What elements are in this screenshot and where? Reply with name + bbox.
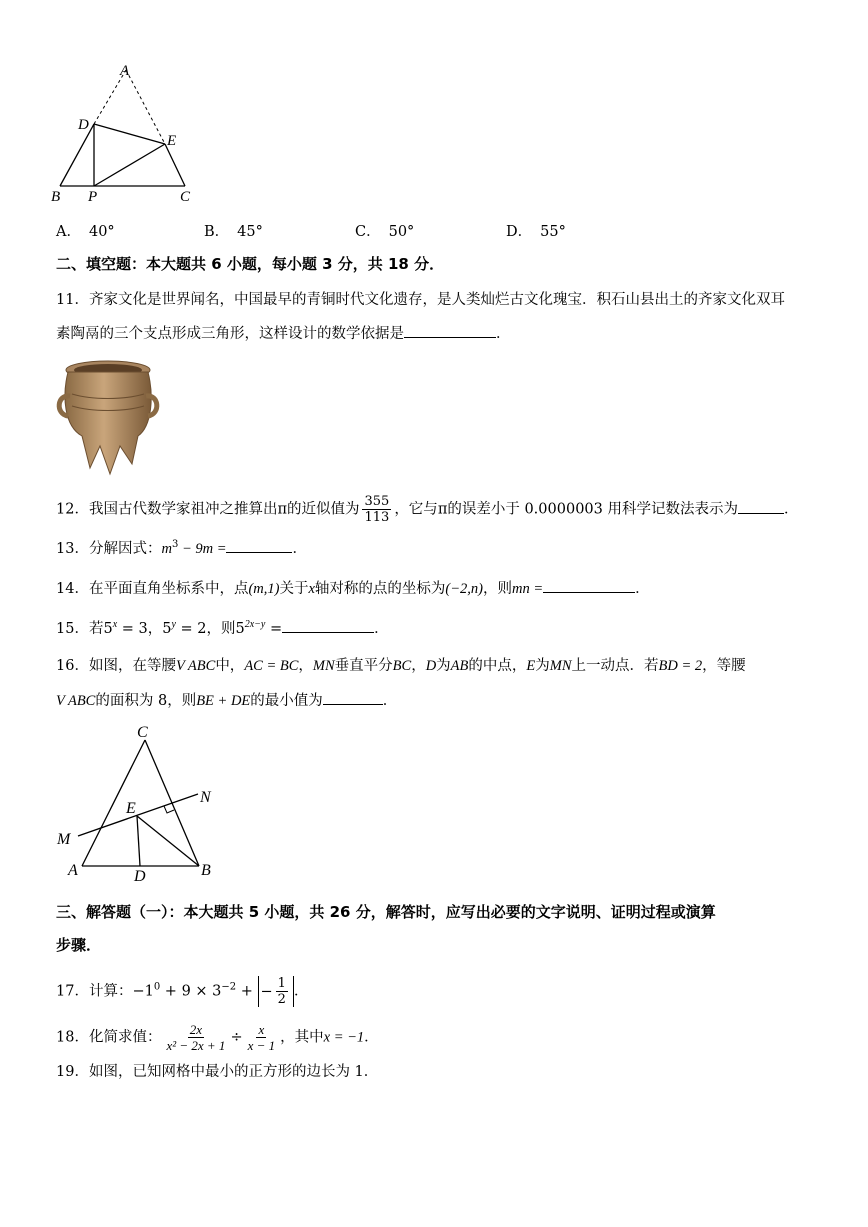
- q12-fraction: $\frac{355}{113}$: [364, 494, 390, 525]
- q16-label-A: A: [68, 862, 78, 879]
- q16-label-D: D: [134, 868, 146, 884]
- q12-answer-blank: [738, 499, 784, 514]
- q16-answer-blank: [323, 690, 383, 705]
- q16-label-E: E: [126, 800, 136, 817]
- q11-line1: 11．齐家文化是世界闻名，中国最早的青铜时代文化遗存，是人类灿烂古文化瑰宝．积石山县出土的齐家文化双耳: [56, 292, 785, 308]
- q18-fraction-2: $\frac{x}{x - 1}$: [247, 1022, 276, 1053]
- option-a: A． 40°: [56, 224, 115, 240]
- q12: 12．我国古代数学家祖冲之推算出π的近似值为 $\frac{355}{113}$ ，它与π的误差小于 0.0000003 用科学记数法表示为 ．: [56, 494, 799, 525]
- section-2-title: 二、填空题：本大题共 6 小题，每小题 3 分，共 18 分．: [56, 255, 445, 273]
- q16-label-M: M: [57, 831, 71, 848]
- q16-line1: 16．如图，在等腰V ABC中，AC = BC，MN垂直平分BC，D为AB的中点，E为MN上一动点．若BD = 2，等腰: [56, 658, 746, 674]
- q16-label-C: C: [137, 724, 148, 741]
- q16-label-B: B: [201, 862, 211, 879]
- pottery-image: [52, 356, 164, 478]
- section-3-title-line2: 步骤．: [56, 936, 102, 954]
- q16-line2: V ABC的面积为 8，则BE + DE的最小值为 ．: [56, 690, 397, 711]
- q11-line2: 素陶鬲的三个支点形成三角形，这样设计的数学依据是 ．: [56, 323, 511, 344]
- q15-answer-blank: [282, 618, 374, 633]
- label-C: C: [180, 189, 191, 205]
- q19: 19．如图，已知网格中最小的正方形的边长为 1．: [56, 1064, 379, 1080]
- q14-answer-blank: [543, 578, 635, 593]
- option-d: D． 55°: [506, 224, 566, 240]
- label-P: P: [88, 189, 98, 205]
- label-D: D: [78, 117, 89, 133]
- figure-triangle-top: [48, 58, 198, 208]
- q18: 18．化简求值： $\frac{2x}{\text{x² − 2x + 1}}$ ÷ $\frac{x}{x - 1}$ ，其中x = −1．: [56, 1022, 379, 1053]
- option-c: C． 50°: [355, 224, 415, 240]
- figure-triangle-q16: [52, 718, 232, 884]
- q16-label-N: N: [200, 789, 211, 806]
- q11-answer-blank: [404, 323, 496, 338]
- q14: 14．在平面直角坐标系中，点(m,1)关于x轴对称的点的坐标为(−2,n)，则mn = ．: [56, 578, 650, 599]
- q17: 17．计算：$-1^0 + 9 \times 3^{-2}$ + − $\frac{1}{2}$ ．: [56, 976, 309, 1007]
- q18-fraction-1: $\frac{2x}{\text{x² − 2x + 1}}$: [166, 1022, 226, 1053]
- label-E: E: [167, 133, 177, 149]
- label-B: B: [51, 189, 61, 205]
- q17-absolute-value: − $\frac{1}{2}$: [258, 976, 294, 1007]
- q13: 13．分解因式：$m^3 - 9m$ = ．: [56, 539, 307, 557]
- q13-answer-blank: [226, 538, 292, 553]
- label-A: A: [120, 63, 130, 79]
- section-3-title-line1: 三、解答题（一）：本大题共 5 小题，共 26 分，解答时，应写出必要的文字说明、证明过程或演算: [56, 903, 716, 921]
- option-b: B． 45°: [204, 224, 263, 240]
- q15: 15．若$5^x = 3$，$5^y = 2$，则$5^{2x-y}$ = ．: [56, 619, 389, 637]
